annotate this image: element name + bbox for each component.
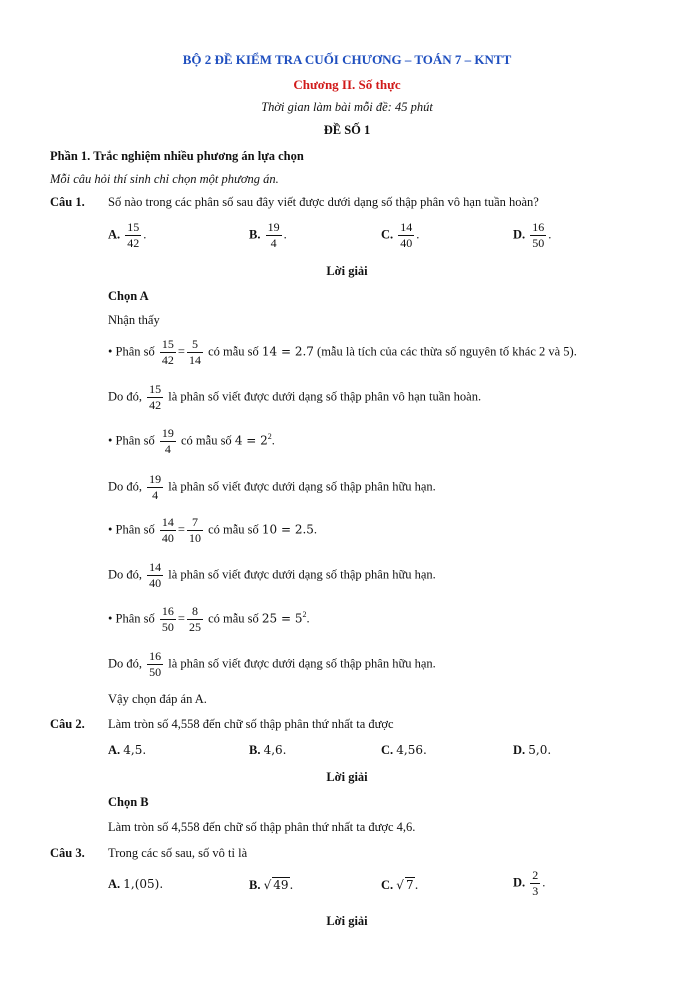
q1-option-c: C. $\frac{14}{40}$ .	[381, 220, 420, 250]
q1-conclusion-3: Do đó, $\frac{14}{40}$ là phân số viết được dưới dạng số thập phân hữu hạn.	[108, 560, 436, 590]
question-3-text: Trong các số sau, số vô tỉ là	[108, 846, 248, 860]
section-instruction: Mỗi câu hỏi thí sinh chỉ chọn một phương án.	[50, 172, 279, 186]
q2-option-a: A. 4,5.	[108, 743, 147, 757]
q1-bullet-4: • Phân số $\frac{16}{50}$ = $\frac{8}{25}$ có mẫu số $25 = 5^2$.	[108, 604, 310, 634]
q2-option-b: B. 4,6.	[249, 743, 287, 757]
q1-bullet-2: • Phân số $\frac{19}{4}$ có mẫu số $4 = 2^2$.	[108, 426, 275, 456]
q1-answer: Chọn A	[108, 289, 149, 303]
q2-answer: Chọn B	[108, 795, 149, 809]
q1-final-answer: Vậy chọn đáp án A.	[108, 692, 207, 706]
q1-conclusion-2: Do đó, $\frac{19}{4}$ là phân số viết được dưới dạng số thập phân hữu hạn.	[108, 472, 436, 502]
q3-option-b: B. √ 49.	[249, 878, 294, 892]
question-3-label: Câu 3.	[50, 846, 85, 860]
q1-conclusion-1: Do đó, $\frac{15}{42}$ là phân số viết được dưới dạng số thập phân vô hạn tuần hoàn.	[108, 382, 482, 412]
q1-bullet-1: • Phân số $\frac{15}{42}$ = $\frac{5}{14}$ có mẫu số 14 = 2.7 (mẫu là tích của các thừa số nguyên tố khác 2 và 5).	[108, 337, 577, 367]
question-2-label: Câu 2.	[50, 717, 85, 731]
q2-option-d: D. 5,0.	[513, 743, 552, 757]
q3-solution-heading: Lời giải	[326, 914, 368, 928]
time-limit: Thời gian làm bài mỗi đề: 45 phút	[261, 100, 433, 114]
q3-option-d: D. $\frac{2}{3}$ .	[513, 868, 546, 898]
q2-option-c: C. 4,56.	[381, 743, 427, 757]
q1-notice: Nhận thấy	[108, 313, 160, 327]
question-1-text: Số nào trong các phân số sau đây viết được dưới dạng số thập phân vô hạn tuần hoàn?	[108, 195, 539, 209]
q1-option-d: D. $\frac{16}{50}$ .	[513, 220, 552, 250]
question-1-label: Câu 1.	[50, 195, 85, 209]
q1-bullet-3: • Phân số $\frac{14}{40}$ = $\frac{7}{10}$ có mẫu số 10 = 2.5.	[108, 515, 318, 545]
section-title: Phần 1. Trắc nghiệm nhiều phương án lựa chọn	[50, 149, 304, 163]
q1-conclusion-4: Do đó, $\frac{16}{50}$ là phân số viết được dưới dạng số thập phân hữu hạn.	[108, 649, 436, 679]
document-title: BỘ 2 ĐỀ KIỂM TRA CUỐI CHƯƠNG – TOÁN 7 – KNTT	[182, 52, 512, 67]
q1-option-b: B. $\frac{19}{4}$ .	[249, 220, 287, 250]
q2-solution-heading: Lời giải	[326, 770, 368, 784]
q2-explanation: Làm tròn số 4,558 đến chữ số thập phân thứ nhất ta được 4,6.	[108, 820, 416, 834]
q3-option-a: A. 1,(05).	[108, 877, 164, 891]
q3-option-c: C. √ 7.	[381, 878, 419, 892]
q1-option-a: A. $\frac{15}{42}$ .	[108, 220, 147, 250]
chapter-title: Chương II. Số thực	[293, 77, 401, 92]
q1-solution-heading: Lời giải	[326, 264, 368, 278]
question-2-text: Làm tròn số 4,558 đến chữ số thập phân thứ nhất ta được	[108, 717, 394, 731]
exam-number: ĐỀ SỐ 1	[323, 123, 371, 137]
